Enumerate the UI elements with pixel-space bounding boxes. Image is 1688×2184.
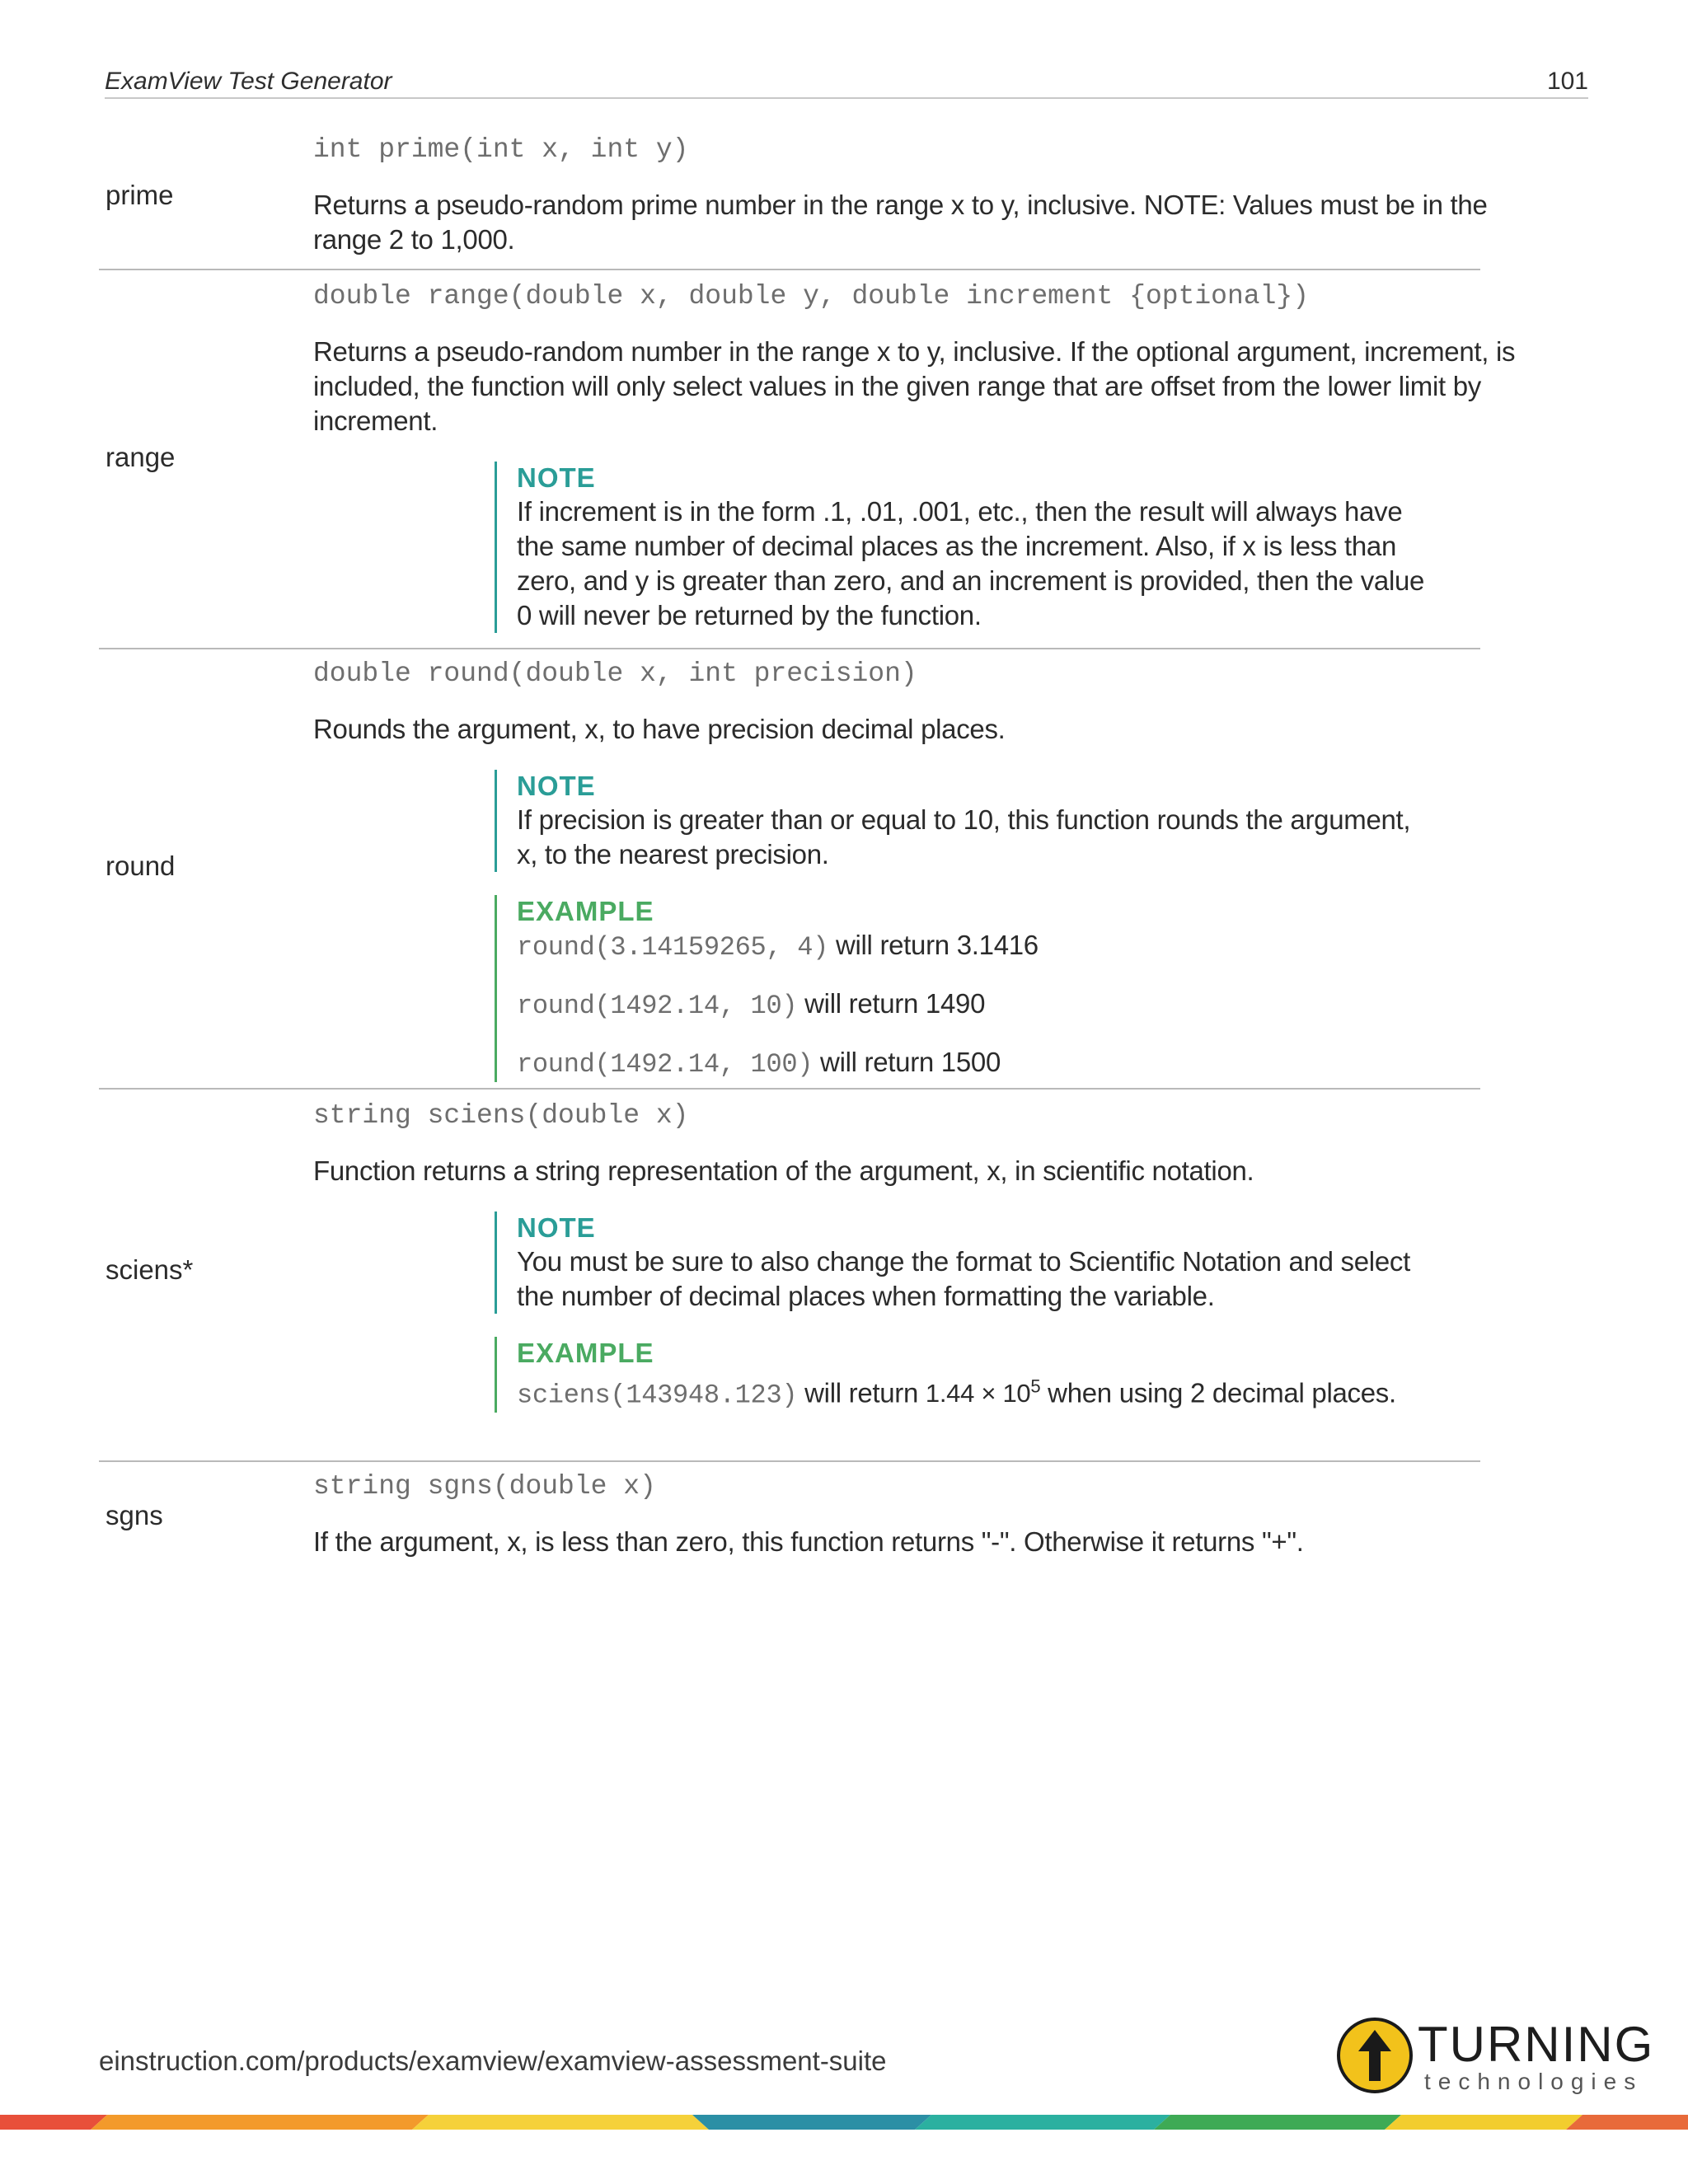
example-line [517, 1370, 1432, 1413]
function-name: round [106, 851, 176, 881]
description-text: If the argument, x, is less than zero, this function returns "-". Otherwise it returns "+". [313, 1526, 1304, 1557]
example-line [517, 1045, 1432, 1082]
example-result: will return 3.1416 [828, 930, 1039, 960]
footer-color-band [0, 2115, 1688, 2130]
scientific-notation [925, 1376, 1041, 1408]
example-code: round(3.14159265, 4) [517, 932, 829, 963]
logo-wordmark: TURNING [1418, 2017, 1655, 2072]
note-text: You must be sure to also change the format to Scientific Notation and select the number of decimal places when formatting the variable. [517, 1246, 1410, 1311]
example-code: round(1492.14, 100) [517, 1049, 814, 1080]
example-label: EXAMPLE [517, 1338, 654, 1368]
document-title: ExamView Test Generator [105, 68, 392, 95]
example-code: round(1492.14, 10) [517, 991, 798, 1021]
note-text: If increment is in the form .1, .01, .001, etc., then the result will always have the same number of decimal places as the increment. Also, if x is less than zero, and y is greater than zero, and an increment is provided, then the value 0 will never be returned by the function. [517, 496, 1425, 630]
function-row-round [99, 649, 1480, 1090]
example-callout [495, 1337, 1432, 1413]
example-result: will return 1500 [813, 1047, 1001, 1077]
example-text: will return [797, 1377, 926, 1408]
example-label: EXAMPLE [517, 896, 654, 926]
arrow-icon [1337, 2018, 1413, 2093]
function-description [313, 280, 1558, 633]
function-signature: string sciens(double x) [313, 1100, 689, 1131]
example-code: sciens(143948.123) [517, 1380, 798, 1411]
note-text: If precision is greater than or equal to 10, this function rounds the argument, x, to the nearest precision. [517, 804, 1411, 869]
function-signature: double round(double x, int precision) [313, 658, 917, 689]
function-row-prime [99, 124, 1488, 270]
function-signature: int prime(int x, int y) [313, 134, 689, 165]
function-row-sgns [99, 1462, 1480, 1577]
footer-url: einstruction.com/products/examview/examview-assessment-suite [99, 2046, 887, 2076]
example-callout [495, 895, 1432, 1082]
turning-technologies-logo [1337, 2017, 1655, 2100]
math-exponent: 5 [1030, 1376, 1041, 1397]
note-label: NOTE [517, 462, 596, 493]
function-row-range [99, 270, 1516, 649]
example-line [517, 928, 1432, 965]
note-callout [495, 462, 1432, 633]
note-label: NOTE [517, 1212, 596, 1243]
function-name: sciens* [106, 1254, 194, 1285]
function-description [313, 1099, 1558, 1418]
function-row-sciens [99, 1090, 1480, 1462]
note-callout [495, 770, 1432, 872]
function-name: range [106, 442, 176, 472]
math-base: 1.44 × 10 [925, 1379, 1031, 1408]
function-description [313, 658, 1558, 1087]
example-text: when using 2 decimal places. [1040, 1377, 1396, 1408]
note-label: NOTE [517, 771, 596, 801]
function-description [313, 134, 1558, 257]
function-signature: string sgns(double x) [313, 1471, 656, 1502]
description-text: Rounds the argument, x, to have precision decimal places. [313, 714, 1006, 744]
function-signature: double range(double x, double y, double increment {optional}) [313, 281, 1309, 312]
example-line [517, 987, 1432, 1024]
description-text: Returns a pseudo-random prime number in the range x to y, inclusive. NOTE: Values must be in the range 2 to 1,000. [313, 190, 1488, 255]
page-header [105, 68, 1588, 99]
function-name: sgns [106, 1500, 163, 1530]
example-result: will return 1490 [797, 988, 986, 1019]
function-description [313, 1470, 1558, 1559]
logo-subtitle: technologies [1424, 2069, 1643, 2094]
description-text: Returns a pseudo-random number in the range x to y, inclusive. If the optional argument, increment, is included, the function will only select values in the given range that are offset from the lower limit by increment. [313, 336, 1516, 436]
function-name: prime [106, 180, 174, 210]
page-number: 101 [1546, 68, 1588, 95]
note-callout [495, 1212, 1432, 1314]
description-text: Function returns a string representation of the argument, x, in scientific notation. [313, 1155, 1254, 1186]
